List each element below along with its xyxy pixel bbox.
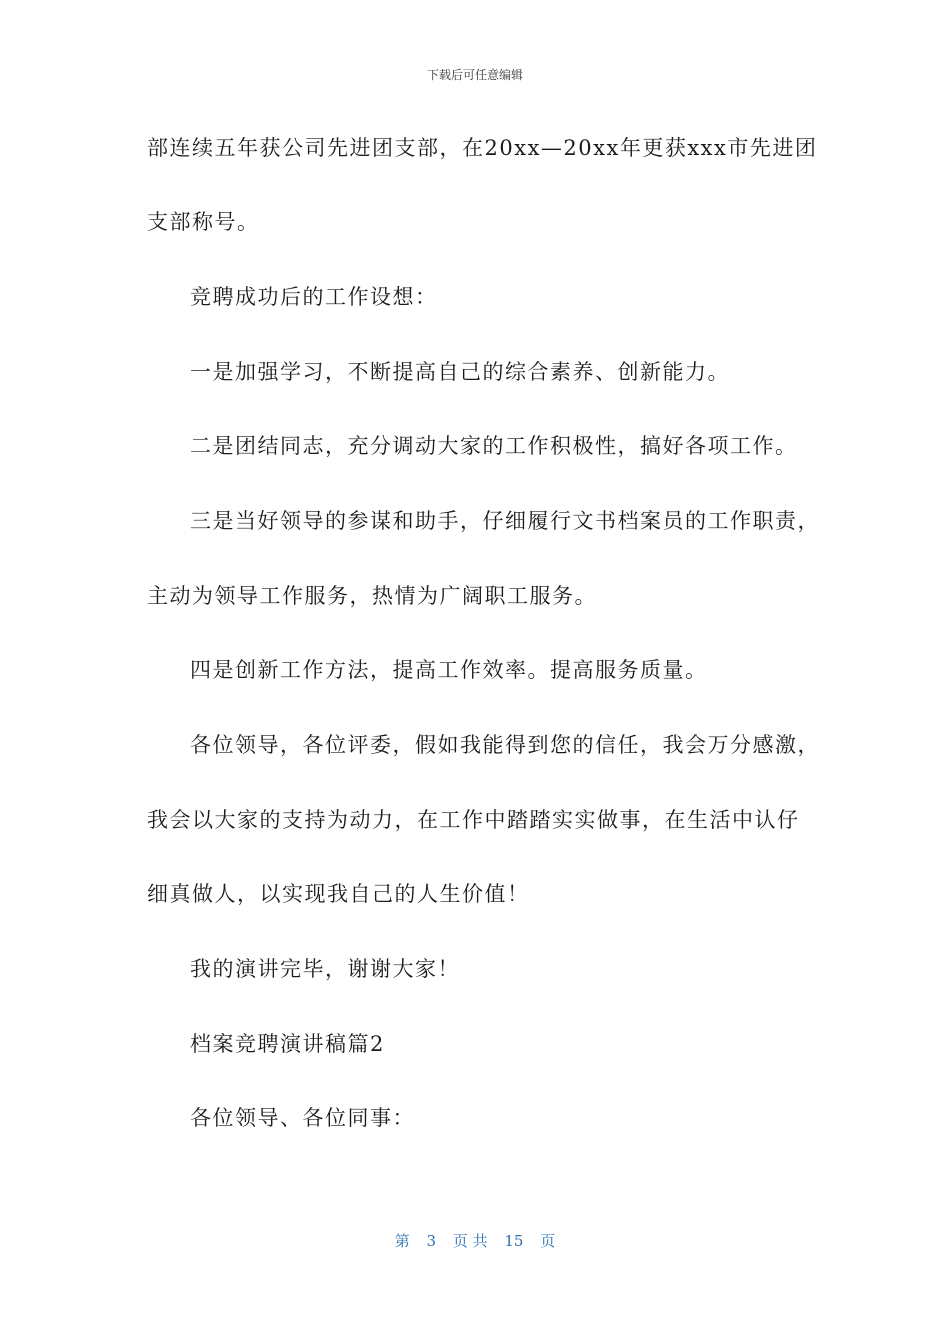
page-footer <box>0 1230 950 1251</box>
paragraph-line: 各位领导，各位评委，假如我能得到您的信任，我会万分感激， <box>190 733 820 757</box>
page-number: 3 <box>426 1232 437 1250</box>
section-heading: 档案竞聘演讲稿篇2 <box>190 1032 385 1056</box>
paragraph-line: 二是团结同志，充分调动大家的工作积极性，搞好各项工作。 <box>190 434 798 458</box>
paragraph-line: 四是创新工作方法，提高工作效率。提高服务质量。 <box>190 658 708 682</box>
paragraph-line: 一是加强学习，不断提高自己的综合素养、创新能力。 <box>190 360 730 384</box>
page-suffix: 页 <box>540 1232 556 1250</box>
page-header: 下载后可任意编辑 <box>426 68 523 82</box>
paragraph-line: 竞聘成功后的工作设想： <box>190 285 438 309</box>
paragraph-line: 支部称号。 <box>147 210 260 234</box>
paragraph-line: 细真做人，以实现我自己的人生价值！ <box>147 882 530 906</box>
paragraph-line: 我会以大家的支持为动力，在工作中踏踏实实做事，在生活中认仔 <box>147 808 800 832</box>
page-prefix: 第 <box>394 1232 410 1250</box>
paragraph-line: 三是当好领导的参谋和助手，仔细履行文书档案员的工作职责， <box>190 509 820 533</box>
paragraph-line: 各位领导、各位同事： <box>190 1106 415 1130</box>
page-mid: 页 共 <box>452 1232 488 1250</box>
paragraph-line: 主动为领导工作服务，热情为广阔职工服务。 <box>147 584 597 608</box>
page-total: 15 <box>504 1232 524 1250</box>
paragraph-line: 我的演讲完毕，谢谢大家！ <box>190 957 460 981</box>
paragraph-line: 部连续五年获公司先进团支部，在20xx—20xx年更获xxx市先进团 <box>147 136 818 160</box>
